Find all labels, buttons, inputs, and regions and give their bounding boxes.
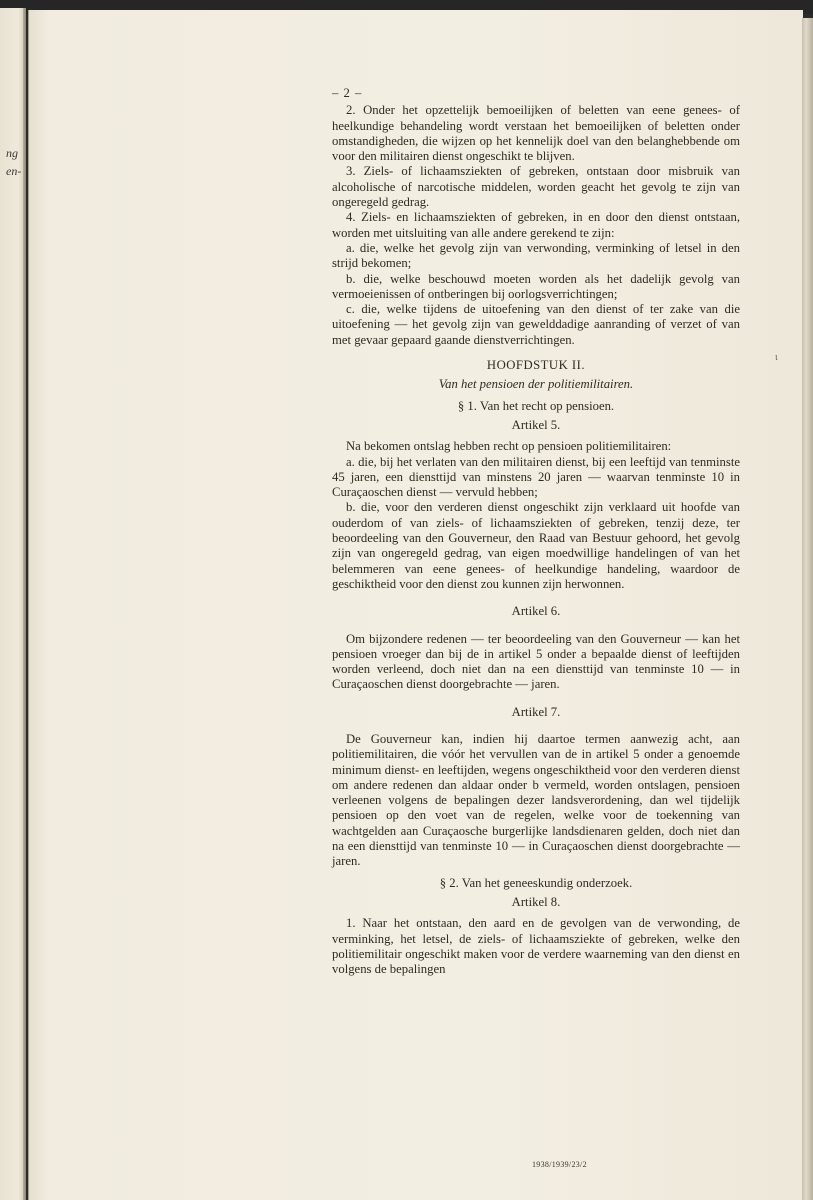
article-6-text: Om bijzondere redenen — ter beoordeeling van den Gouverneur — kan het pensioen vroeger dan bij de in artikel 5 onder a bepaalde dienst of leeftijden worden verleend, doch niet dan na een diensttijd van tenminste 10 — in Curaçaoschen dienst doorgebrachte — jaren. — [332, 631, 740, 692]
chapter-subtitle: Van het pensioen der politiemilitairen. — [438, 377, 634, 392]
margin-mark: ι — [775, 352, 778, 363]
article-8-heading: Artikel 8. — [511, 894, 561, 909]
article-8-text: 1. Naar het ontstaan, den aard en de gevolgen van de verwonding, de verminking, het letsel, de ziels- of lichaamsziekte of gebreken, welke den politiemilitair ongeschikt maken voor de verdere waarneming van den dienst en volgens de bepalingen — [332, 916, 740, 977]
margin-fragment-1: ng — [6, 146, 18, 160]
paragraph-4a: a. die, welke het gevolg zijn van verwonding, verminking of letsel in den strijd bekomen; — [332, 240, 740, 271]
article-5-heading: Artikel 5. — [511, 417, 561, 432]
article-7-text: De Gouverneur kan, indien hij daartoe termen aanwezig acht, aan politiemilitairen, die vóór het vervullen van de in artikel 5 onder a genoemde minimum dienst- en leeftijden, wegens ongeschiktheid voor den verderen dienst om andere redenen dan aldaar onder b vermeld, worden ontslagen, pensioen verleenen volgens de bepalingen dezer landsverordening, dan wel tijdelijk pensioen op den voet van de regelen, welke voor de toekenning van wachtgelden aan Curaçaosche burgerlijke landsdienaren gelden, doch niet dan na een diensttijd van tenminste 10 — in Curaçaoschen dienst doorgebrachte — jaren. — [332, 731, 740, 869]
article-5-item-b: b. die, voor den verderen dienst ongeschikt zijn verklaard uit hoofde van ouderdom of van ziels- of lichaamsziekten of gebreken, tenzij deze, ter beoordeeling van den Gouverneur, den Raad van Bestuur gehoord, het gevolg zijn van ongeregeld gedrag, van eigen moedwillige handelingen of van het belemmeren van eene genees- of heelkundige handeling, waardoor de geschiktheid voor den dienst zou kunnen zijn herwonnen. — [332, 500, 740, 591]
margin-fragment-2: en- — [6, 164, 22, 178]
chapter-heading: HOOFDSTUK II. — [486, 358, 586, 373]
paragraph-2: 2. Onder het opzettelijk bemoeilijken of beletten van eene genees- of heelkundige behandeling wordt verstaan het bemoeilijken of beletten onder omstandigheden, die wijzen op het kennelijk doel van den belanghebbende om voor den militairen dienst ongeschikt te blijven. — [332, 103, 740, 164]
paragraph-4: 4. Ziels- en lichaamsziekten of gebreken, in en door den dienst ontstaan, worden met uitsluiting van alle andere gerekend te zijn: — [332, 210, 740, 240]
section-1-heading: § 1. Van het recht op pensioen. — [457, 398, 615, 413]
article-5-intro: Na bekomen ontslag hebben recht op pensioen politiemilitairen: — [346, 439, 672, 454]
footer-reference: 1938/1939/23/2 — [532, 1160, 587, 1169]
paragraph-4b: b. die, welke beschouwd moeten worden als het dadelijk gevolg van vermoeienissen of ontberingen bij oorlogsverrichtingen; — [332, 271, 740, 301]
page-number: – 2 – — [332, 86, 363, 100]
previous-page-edge — [0, 8, 26, 1200]
page-content — [332, 86, 740, 977]
page-stack-edge — [802, 18, 813, 1200]
article-5-item-a: a. die, bij het verlaten van den militairen dienst, bij een leeftijd van tenminste 45 jaren, een diensttijd van minstens 20 jaren — waarvan tenminste 10 in Curaçaoschen dienst — vervuld hebben; — [332, 454, 740, 500]
article-7-heading: Artikel 7. — [511, 704, 561, 719]
paragraph-4c: c. die, welke tijdens de uitoefening van den dienst of ter zake van die uitoefening — het gevolg zijn van gewelddadige aanranding of verzet of van met gevaar gepaard gaande dienstverrichtingen. — [332, 302, 740, 347]
article-6-heading: Artikel 6. — [511, 604, 561, 619]
binding-shadow — [23, 8, 26, 1200]
paragraph-3: 3. Ziels- of lichaamsziekten of gebreken, ontstaan door misbruik van alcoholische of narcotische middelen, worden geacht het gevolg te zijn van ongeregeld gedrag. — [332, 164, 740, 210]
section-2-heading: § 2. Van het geneeskundig onderzoek. — [439, 875, 633, 890]
